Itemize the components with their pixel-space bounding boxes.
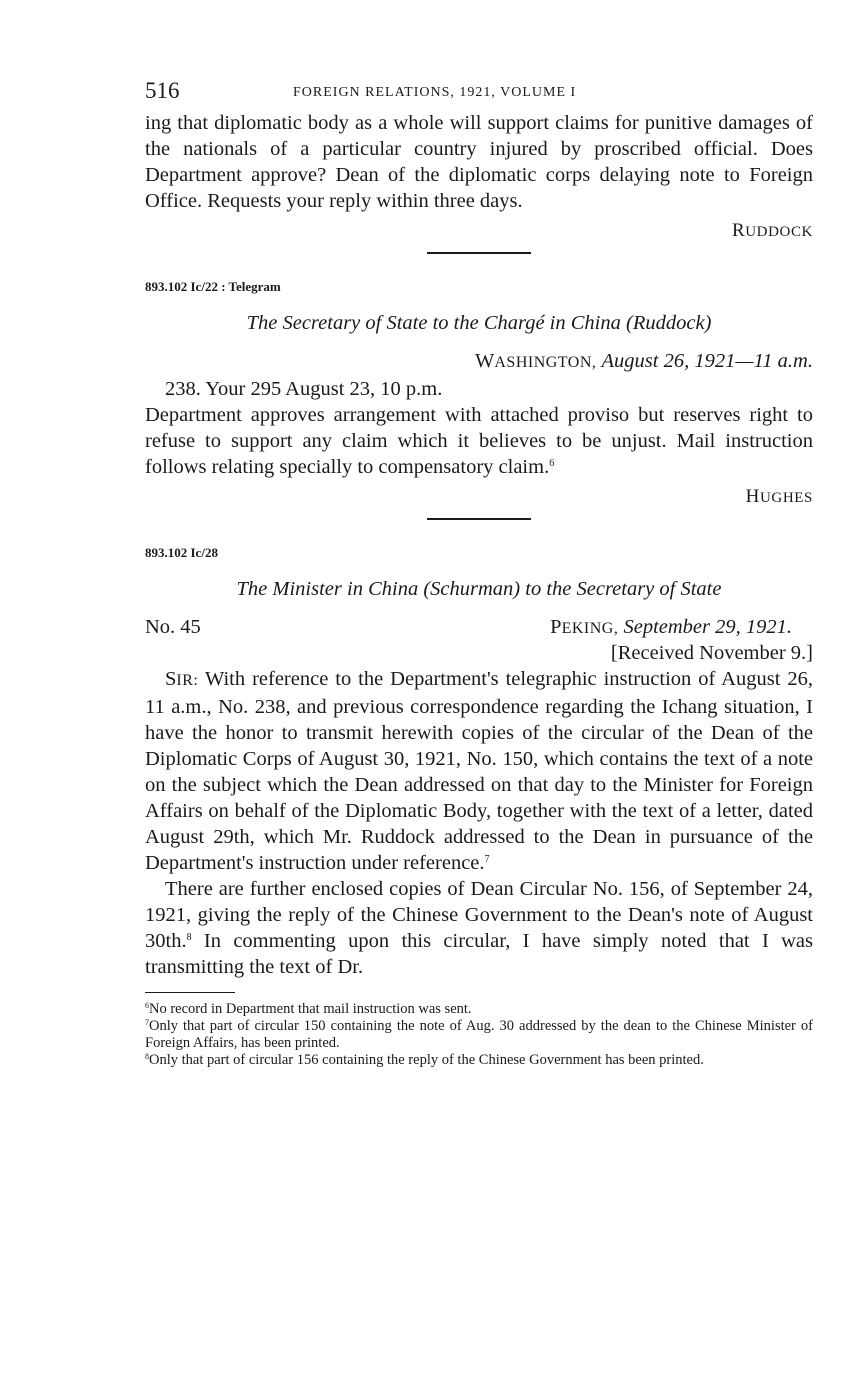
- telegram-body-paragraph: Department approves arrangement with attached proviso but reserves right to refuse to support any claim which it believes to be unjust. Mail instruction follows relating specially to compensatory claim.$^6$: [145, 404, 813, 478]
- dispatch-number: No. 45: [145, 616, 201, 638]
- dateline: WASHINGTON, August 26, 1921—11 a.m.: [475, 350, 813, 372]
- received-date: [Received November 9.]: [610, 642, 813, 664]
- document-title: The Secretary of State to the Chargé in China (Ruddock): [246, 312, 712, 334]
- footnote-marker: 8: [186, 932, 192, 943]
- footnote-8: $^8$Only that part of circular 156 containing the reply of the Chinese Government has been printed.: [145, 1052, 704, 1068]
- footnotes: [145, 1001, 813, 1069]
- running-title: FOREIGN RELATIONS, 1921, VOLUME I: [293, 85, 577, 100]
- footnote-marker: 7: [484, 854, 490, 865]
- file-reference: 893.102 Ic/22 : Telegram: [145, 279, 281, 294]
- letter-paragraph-1: SIR: With reference to the Department's telegraphic instruction of August 26, 11 a.m., No. 238, and previous correspondence regarding the Ichang situation, I have the honor to transmit herewith copies of the circular of the Dean of the Diplomatic Corps of August 30, 1921, No. 150, which contains the text of a note on the subject which the Dean addressed on that day to the Minister for Foreign Affairs on behalf of the Diplomatic Body, together with the text of a letter, dated August 29th, which Mr. Ruddock addressed to the Dean in pursuance of the Department's instruction under reference.$^7$: [145, 668, 813, 874]
- file-reference: 893.102 Ic/28: [145, 545, 218, 560]
- footnote-7: $^7$Only that part of circular 150 containing the note of Aug. 30 addressed by the dean to the Chinese Minister of Foreign Affairs, has been printed.: [145, 1018, 813, 1051]
- page-number: 516: [145, 78, 180, 103]
- footnote-divider: [145, 992, 235, 993]
- section-divider: [427, 252, 531, 254]
- document-page: [145, 78, 813, 1069]
- dispatch-dateline: [145, 614, 813, 640]
- signature-ruddock: RUDDOCK: [731, 220, 813, 241]
- footnote-marker: 6: [549, 458, 555, 469]
- section-divider: [427, 518, 531, 520]
- letter-paragraph-2: There are further enclosed copies of Dean Circular No. 156, of September 24, 1921, giving the reply of the Chinese Government to the Dean's note of August 30th.$^8$ In commenting upon this circular, I have simply noted that I was transmitting the text of Dr.: [145, 878, 813, 978]
- signature-hughes: HUGHES: [745, 486, 813, 507]
- dispatch-place-date: PEKING, September 29, 1921.: [550, 616, 792, 638]
- document-title: The Minister in China (Schurman) to the Secretary of State: [236, 578, 722, 600]
- footnote-6: $^6$No record in Department that mail instruction was sent.: [145, 1001, 472, 1017]
- running-header: [145, 78, 813, 110]
- telegram-number-paragraph: 238. Your 295 August 23, 10 p.m.: [165, 378, 443, 400]
- continued-paragraph: ing that diplomatic body as a whole will support claims for punitive damages of the nationals of a particular country injured by proscribed official. Does Department approve? Dean of the diplomatic corps delaying note to Foreign Office. Requests your reply within three days.: [145, 112, 813, 212]
